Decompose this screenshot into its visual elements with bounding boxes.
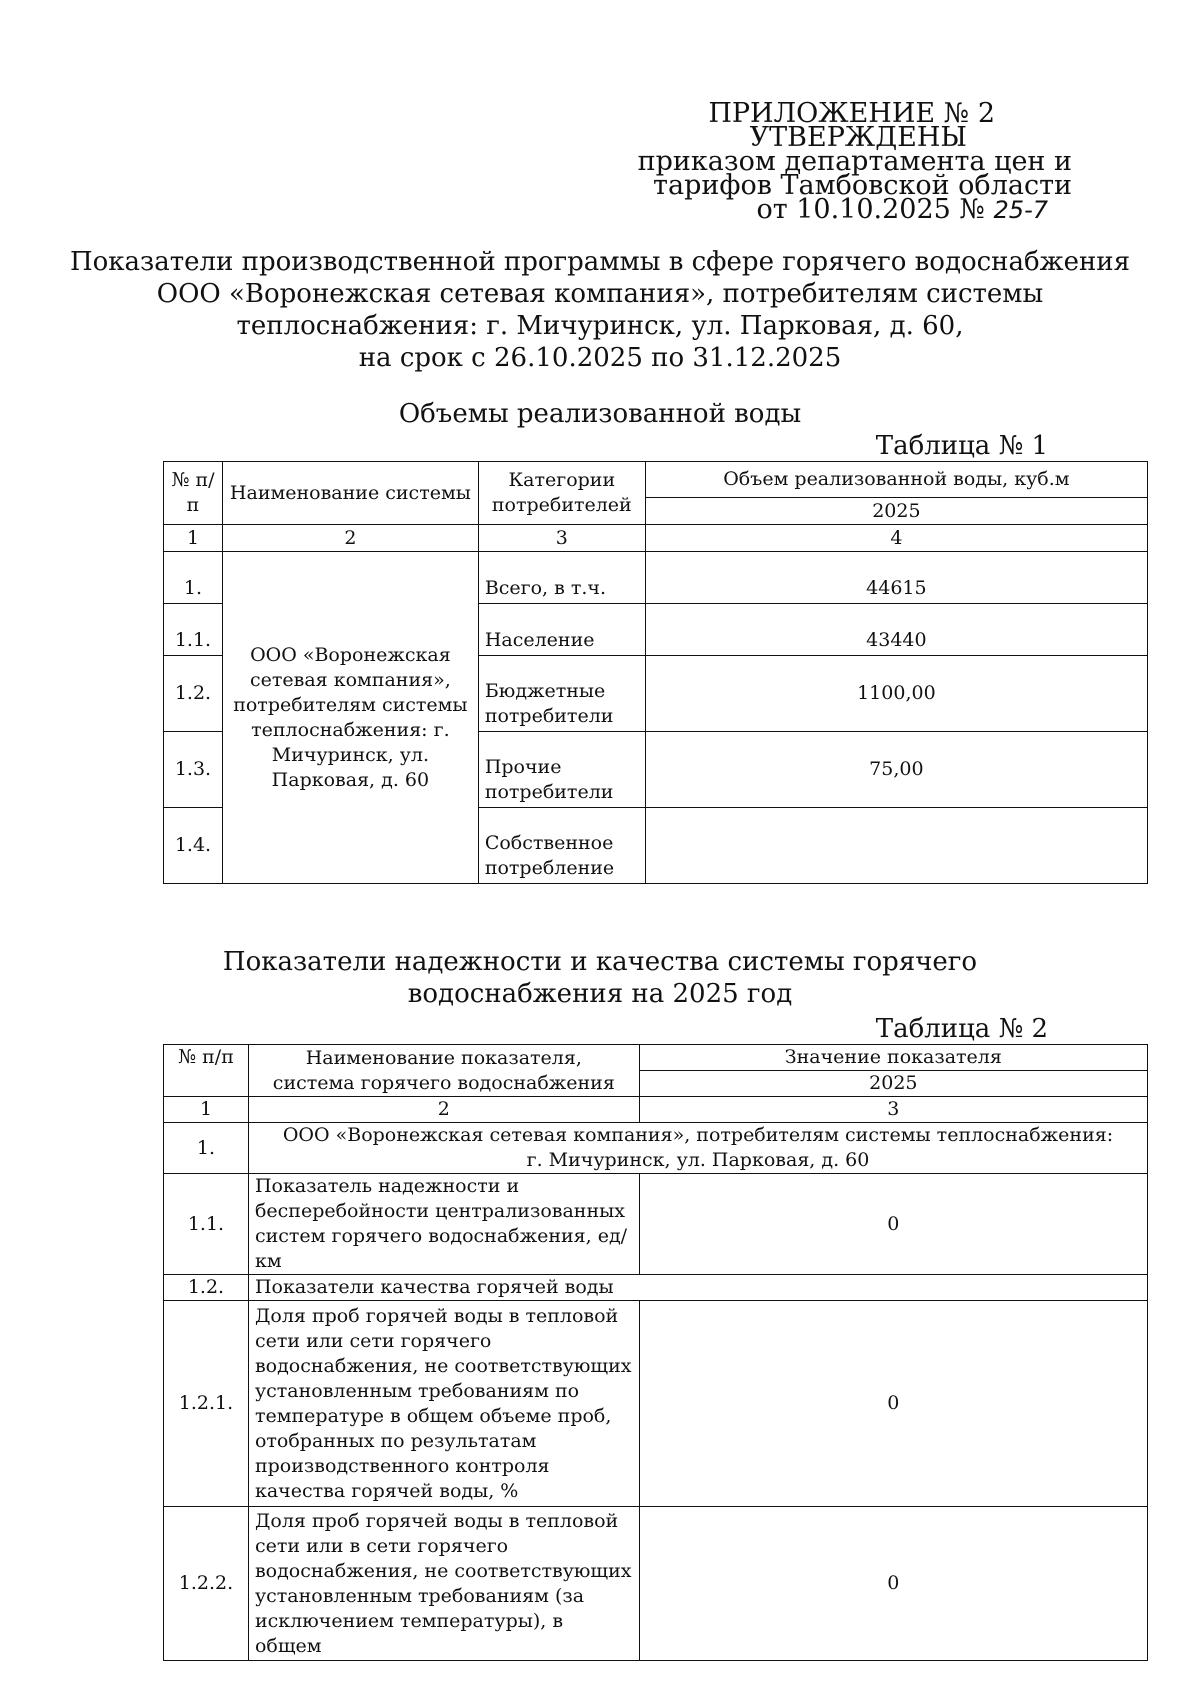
title-line-3: теплоснабжения: г. Мичуринск, ул. Парковая, д. 60, <box>236 311 964 341</box>
title-line-2: ООО «Воронежская сетевая компания», потребителям системы <box>156 279 1044 309</box>
order-line-1: приказом департамента цен и <box>637 146 1072 177</box>
order-line-2: тарифов Тамбовской области <box>653 170 1072 201</box>
row-num: 1.3. <box>164 732 223 808</box>
row-num: 1.2.2. <box>164 1507 249 1661</box>
table-row <box>164 1507 1148 1661</box>
row-num: 1.4. <box>164 808 223 884</box>
approved-label: УТВЕРЖДЕНЫ <box>749 122 967 153</box>
row-category: Прочие потребители <box>478 732 645 808</box>
order-date-line <box>756 196 1048 224</box>
table-row <box>164 1275 1148 1301</box>
title-line-1: Показатели производственной программы в сфере горячего водоснабжения <box>69 247 1131 277</box>
col-number: 3 <box>478 525 645 552</box>
row-category: Собственное потребление <box>478 808 645 884</box>
header-num: № п/п <box>164 462 223 525</box>
appendix-label: ПРИЛОЖЕНИЕ № 2 <box>708 98 995 129</box>
system-name-line-1: ООО «Воронежская сетевая компания», потребителям системы теплоснабжения: <box>282 1124 1114 1146</box>
table1-caption: Таблица № 1 <box>875 431 1048 461</box>
row-category: Всего, в т.ч. <box>478 552 645 604</box>
order-date-prefix: от 10.10.2025 № <box>756 194 985 225</box>
header-name-line-1: Наименование показателя, <box>305 1046 582 1069</box>
table-indicators <box>163 1044 1148 1661</box>
row-value: 0 <box>639 1174 1147 1275</box>
header-year: 2025 <box>645 498 1147 525</box>
table-row <box>164 552 1148 604</box>
row-num: 1.1. <box>164 1174 249 1275</box>
system-name-line-2: г. Мичуринск, ул. Парковая, д. 60 <box>526 1149 870 1171</box>
row-category: Население <box>478 604 645 656</box>
col-number: 1 <box>164 525 223 552</box>
row-value: 1100,00 <box>645 656 1147 732</box>
table2-section-title <box>0 946 1200 1010</box>
row-value: 0 <box>639 1507 1147 1661</box>
row-indicator: Доля проб горячей воды в тепловой сети или сети горячего водоснабжения, не соответствующих установленным требованиям по температуре в общем объеме проб, отобранных по результатам производственного контроля качества горячей воды, % <box>248 1301 639 1507</box>
col-number: 1 <box>164 1097 249 1123</box>
row-value <box>645 808 1147 884</box>
system-name: ООО «Воронежская сетевая компания», потребителям системы теплоснабжения: г. Мичуринск, ул. Парковая, д. 60 <box>222 552 478 884</box>
header-name <box>248 1045 639 1097</box>
col-number: 2 <box>248 1097 639 1123</box>
system-name-row <box>248 1123 1147 1174</box>
table-row <box>164 1174 1148 1275</box>
row-value: 0 <box>639 1301 1147 1507</box>
row-num: 1.2. <box>164 656 223 732</box>
col-number: 4 <box>645 525 1147 552</box>
row-indicator: Показатель надежности и бесперебойности централизованных систем горячего водоснабжения, ед/км <box>248 1174 639 1275</box>
document-title <box>0 246 1200 374</box>
header-volume: Объем реализованной воды, куб.м <box>645 462 1147 498</box>
table1-section-title: Объемы реализованной воды <box>398 399 802 429</box>
row-num: 1.2. <box>164 1275 249 1301</box>
col-number: 2 <box>222 525 478 552</box>
title-line-4: на срок с 26.10.2025 по 31.12.2025 <box>358 343 842 373</box>
row-value: 75,00 <box>645 732 1147 808</box>
table-volumes <box>163 461 1148 884</box>
row-num: 1. <box>164 552 223 604</box>
row-indicator: Доля проб горячей воды в тепловой сети или в сети горячего водоснабжения, не соответствующих установленным требованиям (за исключением температуры), в общем <box>248 1507 639 1661</box>
handwritten-order-number: 25-7 <box>993 196 1048 224</box>
header-year: 2025 <box>639 1071 1147 1097</box>
header-system: Наименование системы <box>222 462 478 525</box>
table-row <box>164 1301 1148 1507</box>
table-row <box>164 1123 1148 1174</box>
header-category: Категории потребителей <box>478 462 645 525</box>
header-num: № п/п <box>164 1045 249 1097</box>
row-value: 43440 <box>645 604 1147 656</box>
header-value: Значение показателя <box>639 1045 1147 1071</box>
header-name-line-2: система горячего водоснабжения <box>272 1071 615 1094</box>
row-category: Бюджетные потребители <box>478 656 645 732</box>
table2-caption: Таблица № 2 <box>875 1014 1048 1044</box>
row-num: 1. <box>164 1123 249 1174</box>
row-num: 1.1. <box>164 604 223 656</box>
col-number: 3 <box>639 1097 1147 1123</box>
row-value: 44615 <box>645 552 1147 604</box>
table2-title-line-1: Показатели надежности и качества системы горячего <box>222 947 978 977</box>
row-indicator: Показатели качества горячей воды <box>248 1275 1147 1301</box>
row-num: 1.2.1. <box>164 1301 249 1507</box>
table2-title-line-2: водоснабжения на 2025 год <box>407 979 793 1009</box>
